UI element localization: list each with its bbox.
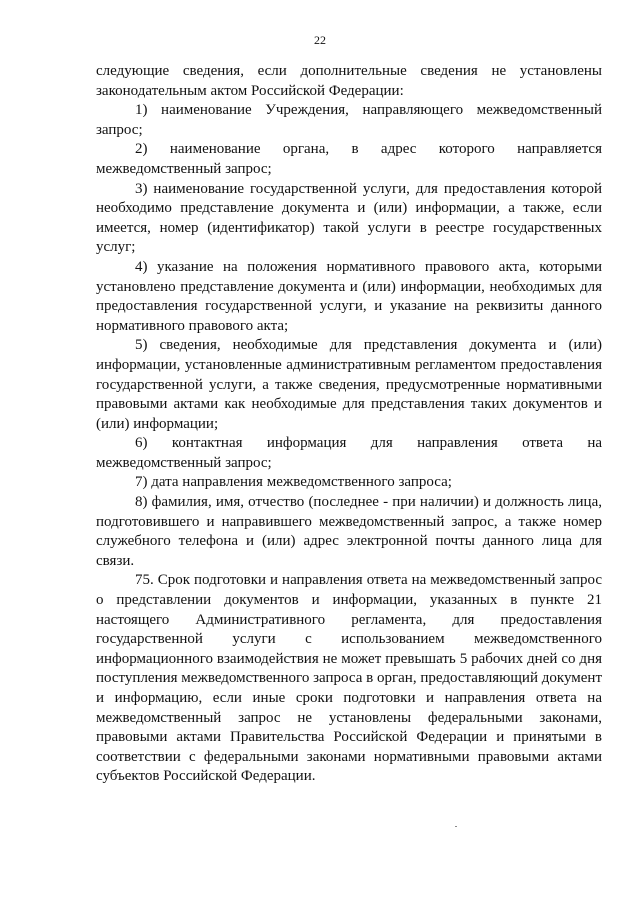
scan-speck (455, 826, 457, 827)
list-item-5: 5) сведения, необходимые для представления документа и (или) информации, установленные административным регламентом предоставления государственной услуги, а также сведения, предусмотренные нормативными правовыми актами как необходимые для представления таких документов и (или) информации; (96, 337, 602, 432)
list-item-3: 3) наименование государственной услуги, для предоставления которой необходимо представление документа и (или) информации, а также, если имеется, номер (идентификатор) такой услуги в реестре государственных услуг; (96, 180, 602, 256)
page-number: 22 (314, 33, 326, 47)
list-item-1: 1) наименование Учреждения, направляющего межведомственный запрос; (96, 102, 602, 138)
section-75-paragraph: 75. Срок подготовки и направления ответа на межведомственный запрос о представлении документов и информации, указанных в пункте 21 настоящего Административного регламента, для предоставления государственной услуги с использованием межведомственного информационного взаимодействия не может превышать 5 рабочих дней со дня поступления межведомственного запроса в орган, предоставляющий документ и информацию, если иные сроки подготовки и направления ответа на межведомственный запрос не установлены федеральными законами, правовыми актами Правительства Российской Федерации и принятыми в соответствии с федеральными законами нормативными правовыми актами субъектов Российской Федерации. (96, 572, 602, 785)
list-item-4: 4) указание на положения нормативного правового акта, которыми установлено представление документа и (или) информации, необходимых для предоставления государственной услуги, и указание на реквизиты данного нормативного правового акта; (96, 258, 602, 334)
paragraph-intro: следующие сведения, если дополнительные сведения не установлены законодательным актом Российской Федерации: (96, 63, 602, 99)
list-item-2: 2) наименование органа, в адрес которого направляется межведомственный запрос; (96, 141, 602, 177)
document-body (96, 62, 602, 787)
list-item-6: 6) контактная информация для направления ответа на межведомственный запрос; (96, 435, 602, 471)
list-item-8: 8) фамилия, имя, отчество (последнее - при наличии) и должность лица, подготовившего и направившего межведомственный запрос, а также номер служебного телефона и (или) адрес электронной почты данного лица для связи. (96, 494, 602, 569)
list-item-7: 7) дата направления межведомственного запроса; (135, 474, 452, 491)
